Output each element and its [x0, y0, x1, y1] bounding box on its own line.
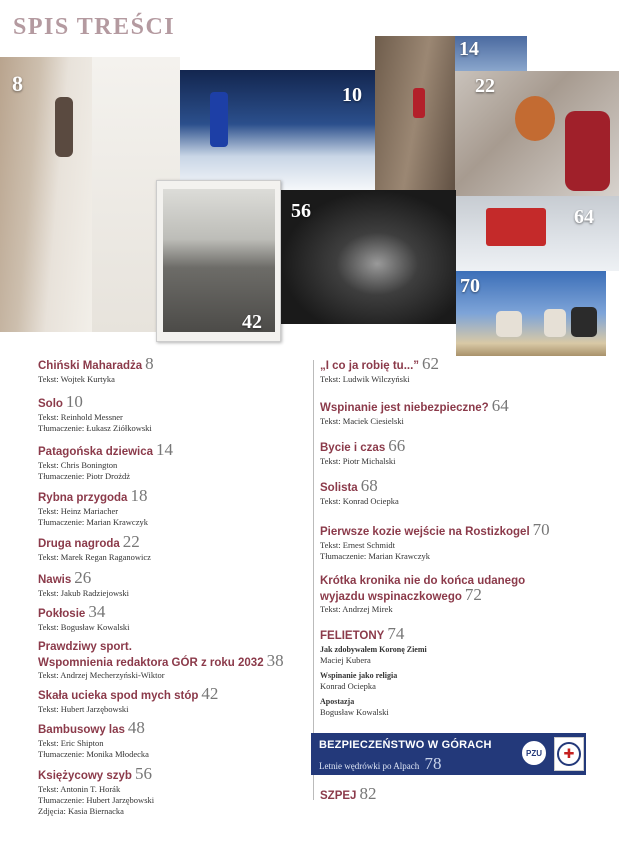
photo-tunnel: [281, 190, 456, 324]
toc-entry-title: Nawis: [38, 574, 72, 586]
toc-entry-page: 8: [145, 354, 154, 373]
toc-entry-title: Krótka kronika nie do końca udanego: [320, 575, 526, 587]
photo-sky-14: [455, 36, 527, 71]
toc-entry[interactable]: [38, 570, 308, 604]
toc-entry-title: Solista: [320, 482, 358, 494]
toc-entry[interactable]: [38, 394, 308, 442]
pzu-logo-icon: [520, 739, 548, 767]
toc-entry-credit: Tekst: Antonin T. Horák: [38, 784, 121, 794]
toc-entry-title: Pierwsze kozie wejście na Rostizkogel: [320, 526, 530, 538]
toc-entry[interactable]: [320, 438, 590, 478]
photo-page-number: 10: [342, 84, 362, 106]
toc-entry-title: Rybna przygoda: [38, 492, 128, 504]
szpej-page: 82: [359, 784, 377, 803]
toc-entry-page: 34: [88, 602, 106, 621]
toc-entry[interactable]: [320, 574, 590, 626]
toc-entry-title: Bycie i czas: [320, 442, 386, 454]
toc-entry-page: 26: [74, 568, 92, 587]
safety-page: 78: [424, 754, 442, 773]
toc-entry-credit: Tłumaczenie: Piotr Drożdż: [38, 471, 131, 481]
toc-entry[interactable]: [38, 356, 308, 394]
photo-ibex: [456, 271, 606, 356]
page-title: SPIS TREŚCI: [13, 14, 176, 40]
photo-page-number: 8: [12, 71, 23, 96]
toc-entry[interactable]: [38, 686, 308, 720]
toc-entry-title: Druga nagroda: [38, 538, 120, 550]
toc-entry-credit: Tekst: Piotr Michalski: [320, 456, 396, 466]
toc-right-column: [320, 356, 590, 738]
toc-entry-credit: Tekst: Wojtek Kurtyka: [38, 374, 115, 384]
toc-entry-page: 38: [266, 651, 284, 670]
toc-entry-page: 22: [122, 532, 140, 551]
toc-entry-page: 68: [360, 476, 378, 495]
toc-entry-credit: Tekst: Ernest Schmidt: [320, 540, 395, 550]
toc-entry-title: Prawdziwy sport.: [38, 641, 132, 653]
toc-entry-credit: Tekst: Reinhold Messner: [38, 412, 123, 422]
toc-entry-page: 48: [127, 718, 145, 737]
photo-page-number: 22: [475, 75, 495, 97]
toc-entry-page: 10: [65, 392, 83, 411]
toc-entry-credit: Tekst: Andrzej Mecherzyński-Wiktor: [38, 670, 165, 680]
toc-entry[interactable]: [320, 398, 590, 438]
toc-entry-title: Wspinanie jest niebezpieczne?: [320, 402, 489, 414]
photo-page-number: 42: [242, 311, 262, 333]
photo-big-wall: [375, 36, 455, 208]
toc-entry[interactable]: [38, 534, 308, 570]
szpej-entry[interactable]: [320, 786, 376, 804]
photo-page-number: 14: [459, 38, 479, 60]
toc-entry[interactable]: [38, 604, 308, 640]
toc-left-column: [38, 356, 308, 824]
toc-entry-page: 18: [130, 486, 148, 505]
felietony-title: FELIETONY: [320, 630, 385, 642]
toc-entry[interactable]: [320, 356, 590, 398]
toc-entry-page: 72: [464, 585, 482, 604]
toc-entry-credit: Tekst: Hubert Jarzębowski: [38, 704, 129, 714]
toc-entry-page: 42: [201, 684, 219, 703]
toc-entry-credit: Tekst: Bogusław Kowalski: [38, 622, 130, 632]
felietony-page: 74: [387, 624, 405, 643]
szpej-title: SZPEJ: [320, 790, 357, 802]
toc-entry-page: 66: [388, 436, 406, 455]
felietony-item-author: Maciej Kubera: [320, 655, 371, 665]
toc-entry-credit: Tekst: Eric Shipton: [38, 738, 104, 748]
toc-entry-credit: Tekst: Jakub Radziejowski: [38, 588, 130, 598]
toc-entry-title: „I co ja robię tu...”: [320, 360, 420, 372]
toc-entry-page: 64: [491, 396, 509, 415]
photo-summit: [180, 70, 375, 190]
toc-entry-title: Pokłosie: [38, 608, 86, 620]
pzu-logo-text: PZU: [526, 748, 542, 758]
toc-entry-page: 56: [134, 764, 152, 783]
toc-entry-title: Solo: [38, 398, 63, 410]
felietony-item-author: Konrad Ociepka: [320, 681, 376, 691]
photo-page-number: 56: [291, 200, 311, 222]
safety-title: BEZPIECZEŃSTWO W GÓRACH: [319, 739, 492, 751]
toc-entry-credit: Tekst: Heinz Mariacher: [38, 506, 119, 516]
toc-entry-title: Chiński Maharadża: [38, 360, 143, 372]
toc-entry-title-line2: Wspomnienia redaktora GÓR z roku 2032: [38, 657, 264, 669]
toc-entry-credit: Tłumaczenie: Marian Krawczyk: [38, 517, 148, 527]
toc-entry[interactable]: [38, 720, 308, 766]
toc-entry-credit: Tekst: Maciek Ciesielski: [320, 416, 404, 426]
toc-entry[interactable]: [38, 766, 308, 824]
toc-entry-credit: Tekst: Chris Bonington: [38, 460, 118, 470]
felietony-item-title: Jak zdobywałem Koronę Ziemi: [320, 645, 427, 654]
toc-entry[interactable]: [38, 442, 308, 488]
toc-entry-credit: Tekst: Ludwik Wilczyński: [320, 374, 410, 384]
toc-entry-title: Skała ucieka spod mych stóp: [38, 690, 199, 702]
photo-climbers-hooded: [455, 71, 619, 196]
toc-entry-page: 62: [422, 354, 440, 373]
toc-entry-credit: Tłumaczenie: Marian Krawczyk: [320, 551, 430, 561]
toc-entry[interactable]: [38, 488, 308, 534]
toc-entry[interactable]: [320, 522, 590, 574]
rescue-cross-icon: [554, 737, 584, 771]
felietony-item-title: Apostazja: [320, 697, 355, 706]
toc-entry-title-line2: wyjazdu wspinaczkowego: [320, 591, 462, 603]
toc-entry-title: Księżycowy szyb: [38, 770, 132, 782]
felietony-section[interactable]: [320, 626, 590, 738]
toc-entry-credit: Tłumaczenie: Łukasz Ziółkowski: [38, 423, 152, 433]
photo-bus-snow: [456, 196, 619, 271]
photo-page-number: 70: [460, 275, 480, 297]
toc-entry-credit: Tekst: Marek Regan Raganowicz: [38, 552, 151, 562]
felietony-item-author: Bogusław Kowalski: [320, 707, 389, 717]
toc-entry-title: Bambusowy las: [38, 724, 125, 736]
toc-entry-credit: Tekst: Konrad Ociepka: [320, 496, 399, 506]
toc-entry-page: 14: [156, 440, 174, 459]
toc-entry-credit: Tłumaczenie: Hubert Jarzębowski: [38, 795, 155, 805]
photo-climber-rock: [0, 57, 92, 332]
photo-vintage-peak: [156, 180, 281, 342]
safety-subtitle: Letnie wędrówki po Alpach: [319, 761, 420, 771]
toc-entry-credit: Tłumaczenie: Monika Młodecka: [38, 749, 149, 759]
toc-entry-credit: Tekst: Andrzej Mirek: [320, 604, 393, 614]
toc-entry-credit: Zdjęcia: Kasia Biernacka: [38, 806, 124, 816]
felietony-item-title: Wspinanie jako religia: [320, 671, 398, 680]
toc-entry-page: 70: [532, 520, 550, 539]
toc-entry[interactable]: [320, 478, 590, 522]
safety-banner[interactable]: [311, 733, 586, 775]
toc-entry-title: Patagońska dziewica: [38, 446, 154, 458]
toc-entry[interactable]: [38, 640, 308, 686]
photo-page-number: 64: [574, 206, 594, 228]
rescue-cross-glyph: ✚: [563, 746, 575, 762]
